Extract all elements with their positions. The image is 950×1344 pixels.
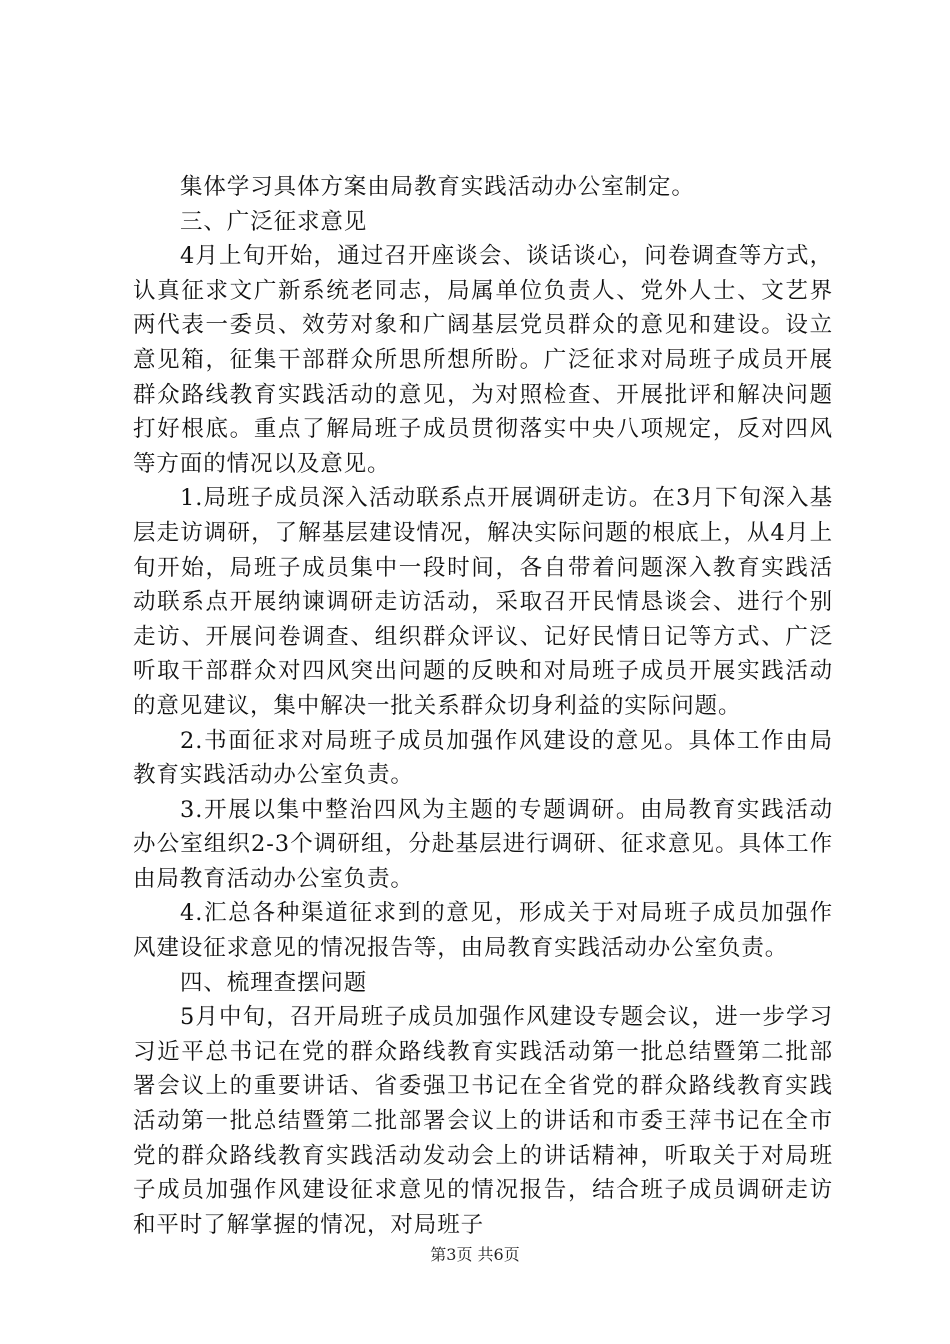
- paragraph-item-4: 4.汇总各种渠道征求到的意见，形成关于对局班子成员加强作风建设征求意见的情况报告等，由局教育实践活动办公室负责。: [133, 900, 833, 962]
- section-heading-solicit-opinions: 三、广泛征求意见: [180, 208, 368, 235]
- paragraph-solicit-opinions: 4月上旬开始，通过召开座谈会、谈话谈心，问卷调查等方式，认真征求文广新系统老同志，局属单位负责人、党外人士、文艺界两代表一委员、效劳对象和广阔基层党员群众的意见和建设。设立意见箱，征集干部群众所思所想所盼。广泛征求对局班子成员开展群众路线教育实践活动的意见，为对照检查、开展批评和解决问题打好根底。重点了解局班子成员贯彻落实中央八项规定，反对四风等方面的情况以及意见。: [133, 243, 833, 477]
- page-footer: 第3页 共6页: [430, 1245, 520, 1264]
- paragraph-study-plan: 集体学习具体方案由局教育实践活动办公室制定。: [180, 174, 695, 200]
- paragraph-item-1: 1.局班子成员深入活动联系点开展调研走访。在3月下旬深入基层走访调研，了解基层建设情况，解决实际问题的根底上，从4月上旬开始，局班子成员集中一段时间，各自带着问题深入教育实践活动联系点开展纳谏调研走访活动，采取召开民情恳谈会、进行个别走访、开展问卷调查、组织群众评议、记好民情日记等方式、广泛听取干部群众对四风突出问题的反映和对局班子成员开展实践活动的意见建议，集中解决一批关系群众切身利益的实际问题。: [133, 485, 833, 719]
- section-heading-review-problems: 四、梳理查摆问题: [180, 969, 368, 996]
- paragraph-item-3: 3.开展以集中整治四风为主题的专题调研。由局教育实践活动办公室组织2-3个调研组，分赴基层进行调研、征求意见。具体工作由局教育活动办公室负责。: [133, 796, 833, 892]
- paragraph-review-problems: 5月中旬，召开局班子成员加强作风建设专题会议，进一步学习习近平总书记在党的群众路线教育实践活动第一批总结暨第二批部署会议上的重要讲话、省委强卫书记在全省党的群众路线教育实践活动第一批总结暨第二批部署会议上的讲话和市委王萍书记在全市党的群众路线教育实践活动发动会上的讲话精神，听取关于对局班子成员加强作风建设征求意见的情况报告，结合班子成员调研走访和平时了解掌握的情况，对局班子: [133, 1004, 833, 1238]
- paragraph-item-2: 2.书面征求对局班子成员加强作风建设的意见。具体工作由局教育实践活动办公室负责。: [133, 727, 833, 789]
- document-body: [133, 170, 833, 1242]
